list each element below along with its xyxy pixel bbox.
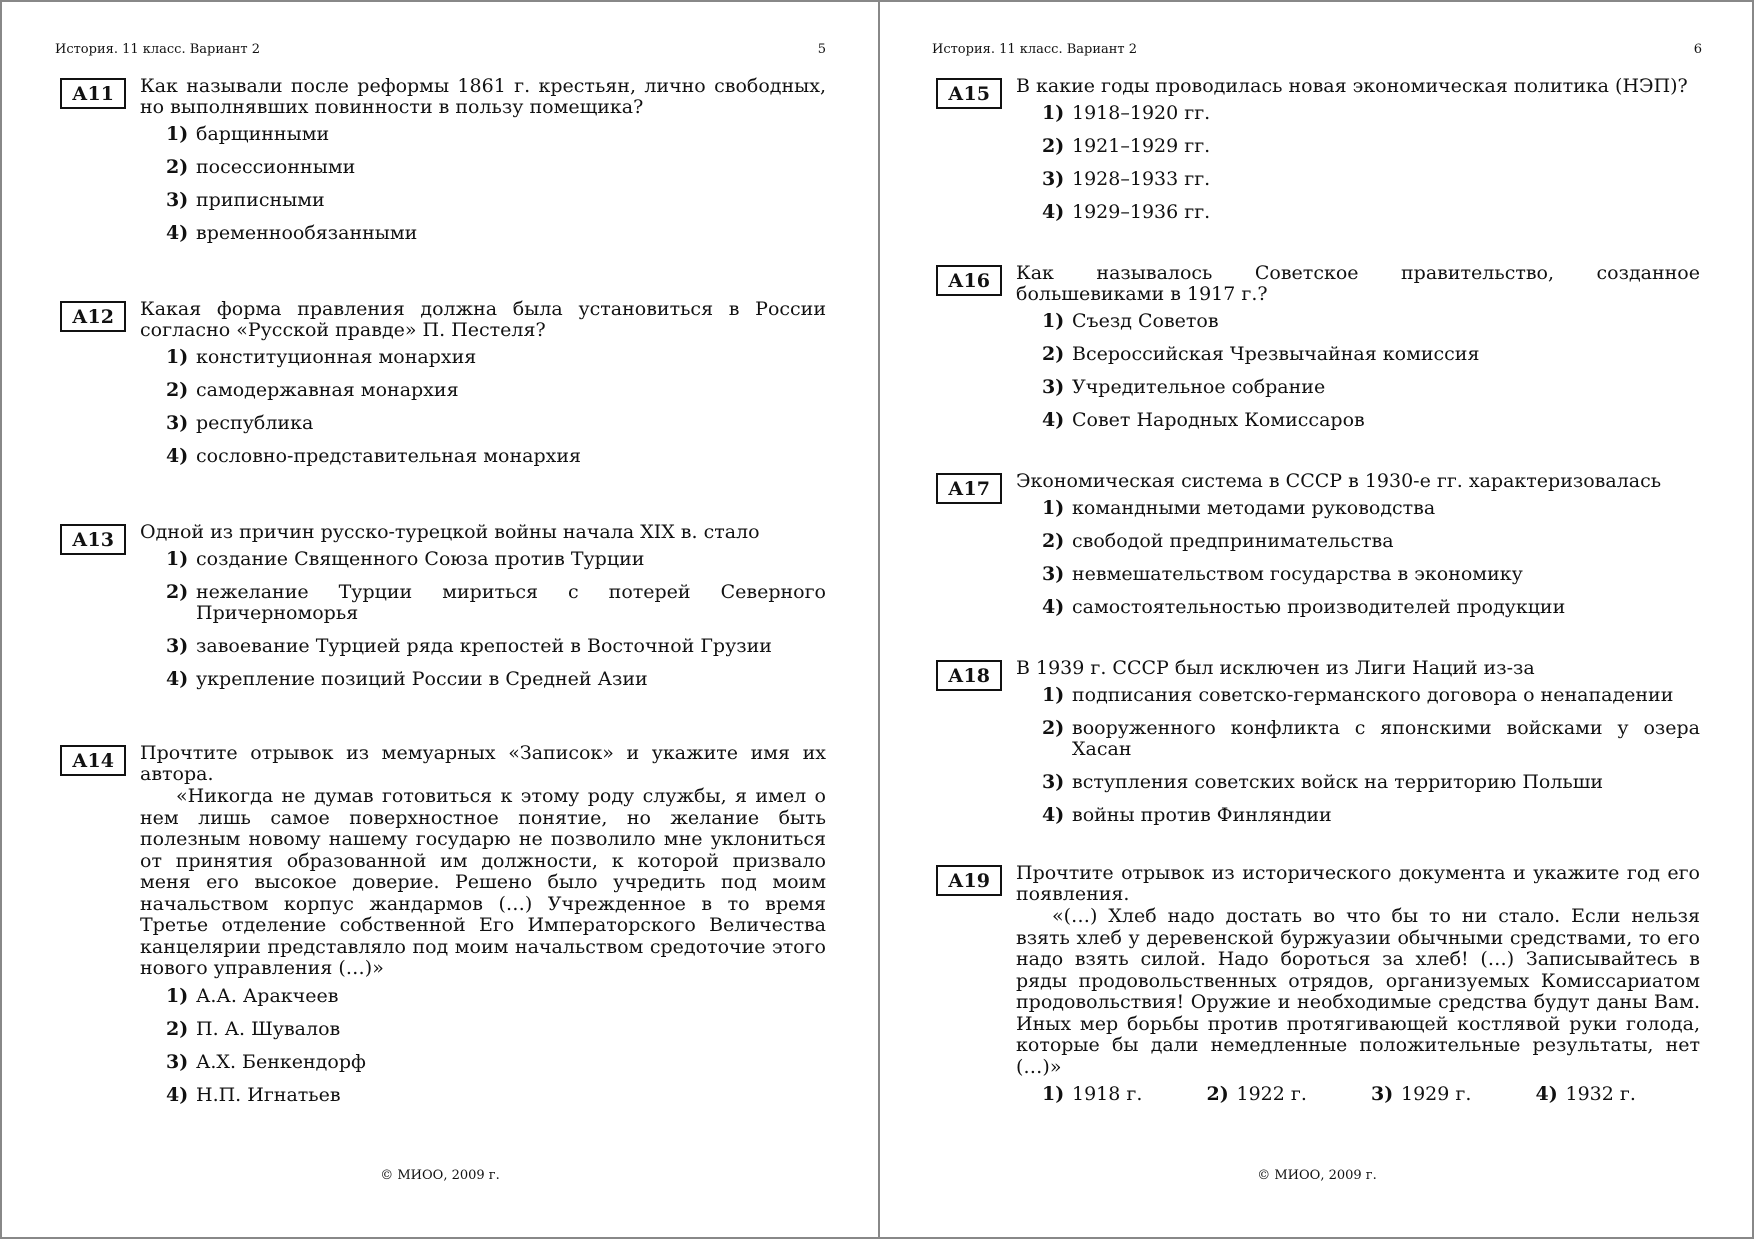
- answer-options: [1042, 498, 1700, 618]
- answer-option: [1042, 718, 1700, 760]
- option-number: 1): [1042, 497, 1065, 519]
- option-text: сословно-представительная монархия: [196, 445, 581, 467]
- option-text: Съезд Советов: [1072, 310, 1219, 332]
- option-text: вступления советских войск на территорию Польши: [1072, 771, 1604, 793]
- page-footer: © МИОО, 2009 г.: [380, 1168, 500, 1183]
- answer-option: [166, 549, 826, 570]
- option-number: 3): [166, 1050, 189, 1073]
- option-text: укрепление позиций России в Средней Азии: [196, 668, 648, 690]
- option-text: подписания советско-германского договора о ненападении: [1072, 684, 1674, 706]
- option-number: 1): [1042, 1083, 1065, 1105]
- option-text: Н.П. Игнатьев: [196, 1083, 341, 1106]
- answer-option: [166, 223, 826, 244]
- option-number: 2): [166, 156, 189, 178]
- option-number: 4): [1042, 804, 1065, 826]
- option-text: конституционная монархия: [196, 346, 477, 368]
- option-number: 4): [166, 445, 189, 467]
- option-number: 4): [1535, 1083, 1558, 1105]
- option-text: 1932 г.: [1565, 1083, 1636, 1105]
- option-text: Учредительное собрание: [1072, 376, 1326, 398]
- option-text: Всероссийская Чрезвычайная комиссия: [1072, 343, 1480, 365]
- option-number: 4): [1042, 201, 1065, 223]
- answer-options: [166, 986, 826, 1106]
- option-number: 1): [1042, 684, 1065, 706]
- answer-option: [1536, 1084, 1701, 1105]
- option-number: 1): [1042, 102, 1065, 124]
- answer-option: [1042, 685, 1700, 706]
- answer-option: [166, 190, 826, 211]
- memoir-quote: «Никогда не думав готовиться к этому роду службы, я имел о нем лишь самое поверхностное понятие, но желание быть полезным новому нашему государю не позволило мне уклониться от принятия образованной им должности, к которой призвало меня его высокое доверие. Решено было учредить под моим начальством корпус жандармов (…) Учрежденное в то время Третье отделение собственной Его Императорского Величества канцелярии представляло под моим начальством средоточие этого нового управления (…)»: [140, 785, 826, 979]
- option-text: нежелание Турции мириться с потерей Северного Причерноморья: [196, 581, 826, 624]
- option-number: 4): [166, 1083, 189, 1106]
- question-text: Одной из причин русско-турецкой войны начала XIX в. стало: [140, 521, 760, 543]
- question-label: А13: [60, 524, 126, 555]
- option-text: А.А. Аракчеев: [196, 984, 339, 1007]
- answer-option: [1042, 410, 1700, 431]
- answer-option: [1207, 1084, 1372, 1105]
- question-label: А15: [936, 78, 1002, 109]
- question-a12: [60, 299, 826, 467]
- option-number: 4): [166, 222, 189, 244]
- page-header-title: История. 11 класс. Вариант 2: [932, 42, 1138, 57]
- option-number: 1): [166, 984, 189, 1007]
- option-text: 1918–1920 гг.: [1072, 102, 1211, 124]
- option-number: 2): [1042, 135, 1065, 157]
- option-number: 1): [166, 123, 189, 145]
- question-a13: [60, 522, 826, 690]
- option-number: 3): [1042, 168, 1065, 190]
- answer-option: [166, 1052, 826, 1073]
- option-number: 1): [1042, 310, 1065, 332]
- answer-option: [1042, 136, 1700, 157]
- option-number: 2): [1042, 717, 1065, 739]
- answer-option: [166, 1019, 826, 1040]
- option-number: 3): [1042, 376, 1065, 398]
- option-text: приписными: [196, 189, 325, 211]
- option-text: республика: [196, 412, 314, 434]
- option-number: 2): [166, 379, 189, 401]
- question-label: А19: [936, 865, 1002, 896]
- option-text: 1929–1936 гг.: [1072, 201, 1211, 223]
- option-text: временнообязанными: [196, 222, 418, 244]
- answer-option: [166, 347, 826, 368]
- question-text: В какие годы проводилась новая экономическая политика (НЭП)?: [1016, 75, 1688, 97]
- option-text: самостоятельностью производителей продукции: [1072, 596, 1566, 618]
- question-a14: [60, 743, 826, 1106]
- question-label: А17: [936, 473, 1002, 504]
- answer-option: [1042, 311, 1700, 332]
- page-number: 5: [817, 42, 826, 57]
- question-text: Экономическая система в СССР в 1930-е гг. характеризовалась: [1016, 470, 1662, 492]
- question-label: А12: [60, 301, 126, 332]
- right-page: [880, 2, 1754, 1237]
- option-text: 1921–1929 гг.: [1072, 135, 1211, 157]
- option-number: 1): [166, 346, 189, 368]
- answer-option: [1042, 169, 1700, 190]
- document-quote: «(…) Хлеб надо достать во что бы то ни стало. Если нельзя взять хлеб у деревенской буржуазии обычными средствами, то его надо взять силой. Надо бороться за хлеб! (…) Записывайтесь в ряды продовольственных отрядов, организуемых Комиссариатом продовольствия! Оружие и необходимые средства будут даны Вам. Иных мер борьбы против протягивающей костлявой руки голода, которые бы дали немедленные положительные результаты, нет (…)»: [1016, 905, 1700, 1078]
- option-text: Совет Народных Комиссаров: [1072, 409, 1365, 431]
- answer-option: [166, 986, 826, 1007]
- option-number: 4): [1042, 596, 1065, 618]
- answer-option: [1042, 597, 1700, 618]
- option-text: войны против Финляндии: [1072, 804, 1332, 826]
- answer-option: [166, 582, 826, 624]
- answer-option: [166, 446, 826, 467]
- question-text: Как называлось Советское правительство, созданное большевиками в 1917 г.?: [1016, 262, 1700, 305]
- answer-options: [166, 347, 826, 467]
- option-number: 3): [166, 412, 189, 434]
- answer-option: [166, 669, 826, 690]
- answer-options: [1042, 103, 1700, 223]
- option-text: невмешательством государства в экономику: [1072, 563, 1523, 585]
- option-number: 2): [1042, 530, 1065, 552]
- page-header-title: История. 11 класс. Вариант 2: [55, 42, 261, 57]
- option-text: А.Х. Бенкендорф: [196, 1050, 366, 1073]
- question-a17: [936, 471, 1700, 618]
- question-a11: [60, 76, 826, 244]
- question-label: А16: [936, 265, 1002, 296]
- question-a16: [936, 263, 1700, 431]
- option-text: 1928–1933 гг.: [1072, 168, 1211, 190]
- option-text: 1922 г.: [1236, 1083, 1307, 1105]
- option-number: 2): [1206, 1083, 1229, 1105]
- answer-option: [166, 157, 826, 178]
- answer-option: [166, 380, 826, 401]
- option-text: 1929 г.: [1401, 1083, 1472, 1105]
- answer-option: [1042, 377, 1700, 398]
- answer-options: [1042, 685, 1700, 826]
- answer-option: [1042, 772, 1700, 793]
- answer-option: [1042, 805, 1700, 826]
- question-text: Как называли после реформы 1861 г. крестьян, лично свободных, но выполнявших повинности в пользу помещика?: [140, 75, 826, 118]
- question-text: Прочтите отрывок из мемуарных «Записок» и укажите имя их автора.: [140, 742, 826, 785]
- answer-options: [1042, 311, 1700, 431]
- option-number: 3): [1042, 771, 1065, 793]
- option-text: вооруженного конфликта с японскими войсками у озера Хасан: [1072, 717, 1700, 760]
- option-text: командными методами руководства: [1072, 497, 1436, 519]
- answer-option: [1042, 103, 1700, 124]
- option-text: 1918 г.: [1072, 1083, 1143, 1105]
- option-number: 1): [166, 548, 189, 570]
- option-number: 4): [1042, 409, 1065, 431]
- answer-options: [166, 549, 826, 690]
- question-text: В 1939 г. СССР был исключен из Лиги Наций из-за: [1016, 657, 1535, 679]
- answer-option: [1042, 202, 1700, 223]
- question-text: Какая форма правления должна была установиться в России согласно «Русской правде» П. Пестеля?: [140, 298, 826, 341]
- question-text: Прочтите отрывок из исторического документа и укажите год его появления.: [1016, 862, 1700, 905]
- option-number: 4): [166, 668, 189, 690]
- option-number: 3): [1371, 1083, 1394, 1105]
- answer-option: [166, 1085, 826, 1106]
- option-number: 2): [1042, 343, 1065, 365]
- option-text: самодержавная монархия: [196, 379, 459, 401]
- option-text: посессионными: [196, 156, 356, 178]
- question-label: А14: [60, 745, 126, 776]
- option-text: свободой предпринимательства: [1072, 530, 1394, 552]
- answer-options: [1042, 1084, 1700, 1105]
- option-number: 2): [166, 1017, 189, 1040]
- answer-option: [1042, 1084, 1207, 1105]
- answer-option: [166, 124, 826, 145]
- question-label: А11: [60, 78, 126, 109]
- answer-option: [166, 413, 826, 434]
- option-number: 3): [166, 635, 189, 657]
- question-a15: [936, 76, 1700, 223]
- answer-option: [1042, 564, 1700, 585]
- page-number: 6: [1693, 42, 1702, 57]
- option-number: 3): [166, 189, 189, 211]
- answer-option: [1042, 531, 1700, 552]
- option-number: 3): [1042, 563, 1065, 585]
- answer-options: [166, 124, 826, 244]
- answer-option: [166, 636, 826, 657]
- question-label: А18: [936, 660, 1002, 691]
- option-text: завоевание Турцией ряда крепостей в Восточной Грузии: [196, 635, 772, 657]
- option-text: барщинными: [196, 123, 330, 145]
- option-number: 2): [166, 581, 189, 603]
- option-text: П. А. Шувалов: [196, 1017, 341, 1040]
- page-footer: © МИОО, 2009 г.: [1257, 1168, 1377, 1183]
- left-page: [2, 2, 878, 1237]
- answer-option: [1042, 498, 1700, 519]
- question-a19: [936, 863, 1700, 1105]
- answer-option: [1371, 1084, 1536, 1105]
- question-a18: [936, 658, 1700, 826]
- answer-option: [1042, 344, 1700, 365]
- option-text: создание Священного Союза против Турции: [196, 548, 645, 570]
